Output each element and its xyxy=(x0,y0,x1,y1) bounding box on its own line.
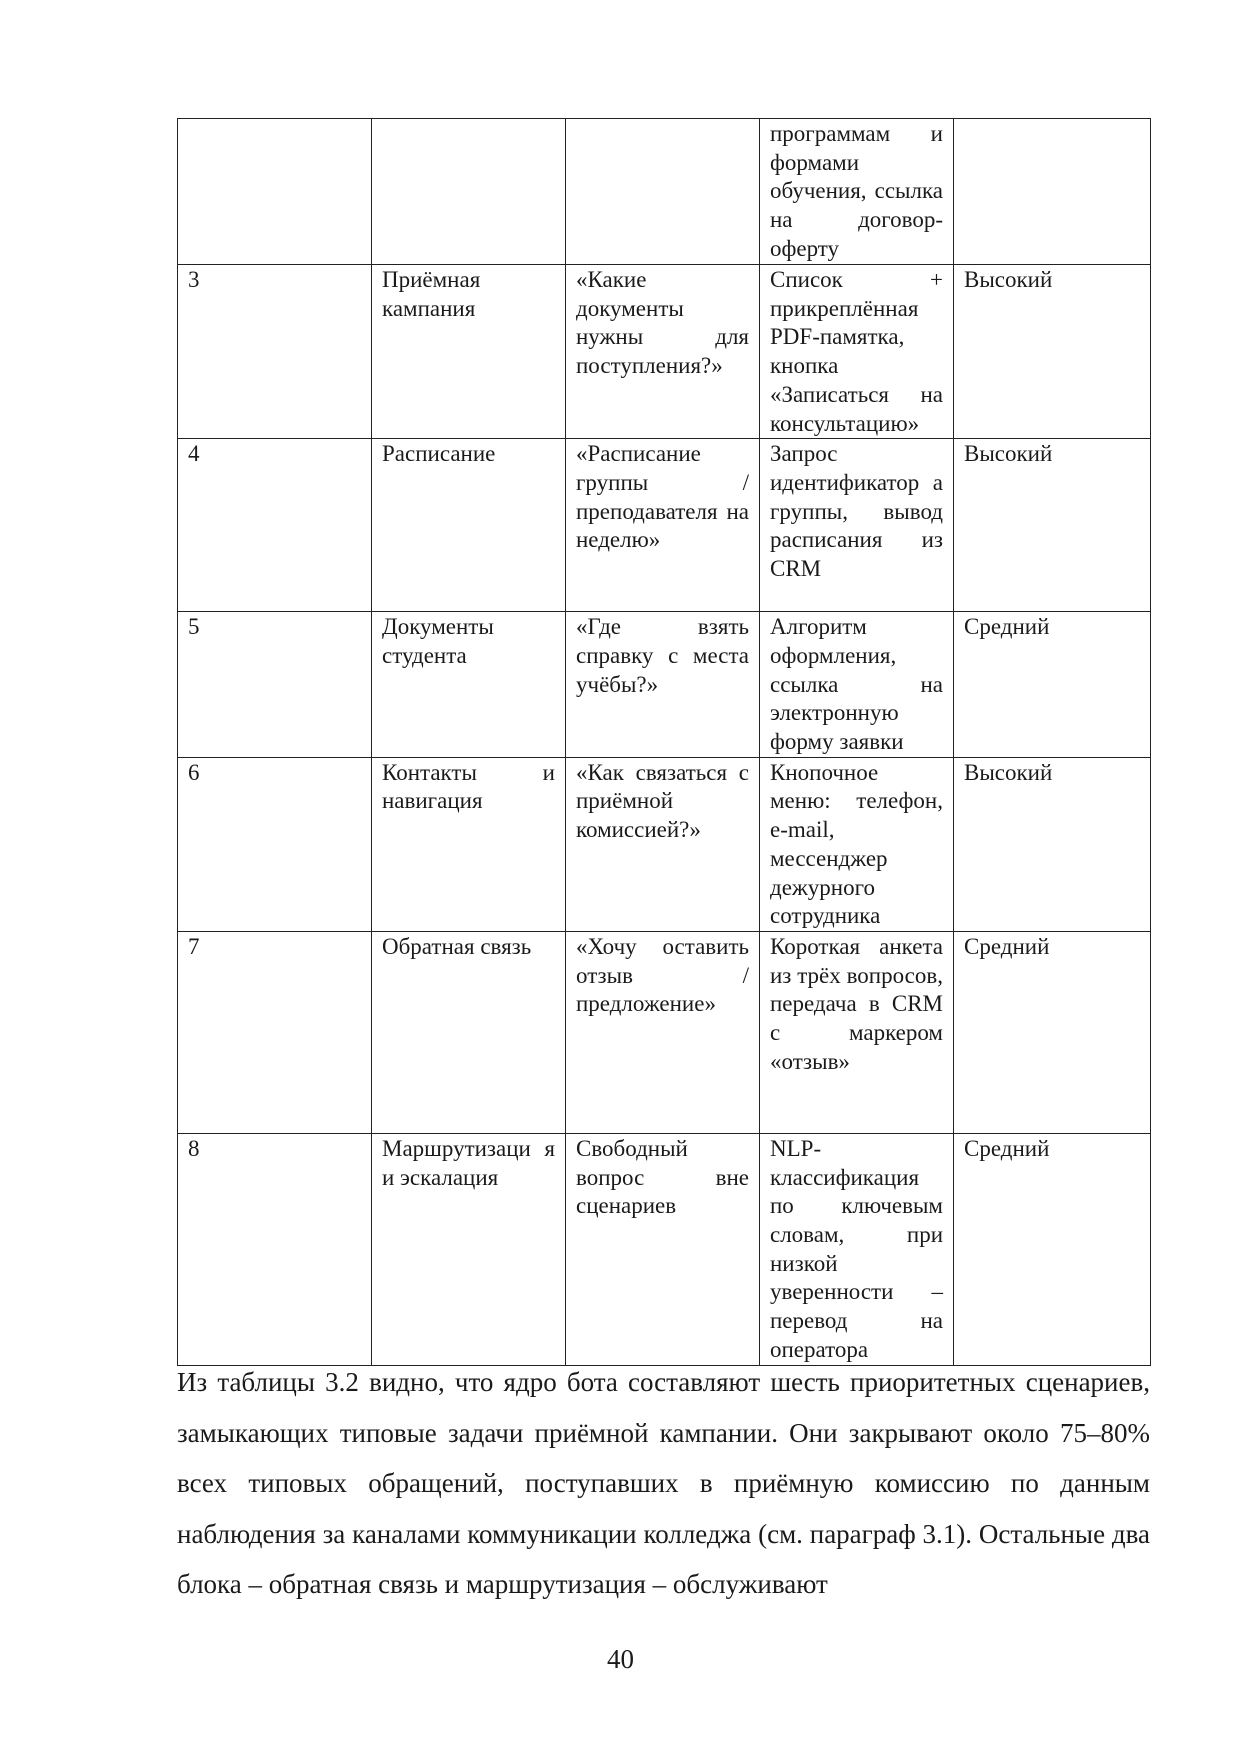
priority-cell: Средний xyxy=(954,612,1151,758)
table-row xyxy=(178,757,1151,931)
row-number-cell: 3 xyxy=(178,265,372,439)
table-row xyxy=(178,119,1151,265)
answer-cell: Алгоритм оформления, ссылка на электронную форму заявки xyxy=(760,612,954,758)
scenario-table xyxy=(177,118,1151,1366)
priority-cell: Высокий xyxy=(954,439,1151,612)
answer-cell: NLP-классификация по ключевым словам, при низкой уверенности – перевод на оператора xyxy=(760,1133,954,1365)
row-number-cell: 5 xyxy=(178,612,372,758)
priority-cell: Средний xyxy=(954,931,1151,1133)
row-number-cell: 8 xyxy=(178,1133,372,1365)
question-cell: «Расписание группы / преподавателя на неделю» xyxy=(566,439,760,612)
priority-cell: Средний xyxy=(954,1133,1151,1365)
section-cell: Маршрутизаци я и эскалация xyxy=(372,1133,566,1365)
question-cell: Свободный вопрос вне сценариев xyxy=(566,1133,760,1365)
priority-cell: Высокий xyxy=(954,265,1151,439)
section-cell xyxy=(372,119,566,265)
page-number: 40 xyxy=(607,1644,634,1674)
answer-cell: Кнопочное меню: телефон, e-mail, мессенджер дежурного сотрудника xyxy=(760,757,954,931)
priority-cell: Высокий xyxy=(954,757,1151,931)
section-cell: Обратная связь xyxy=(372,931,566,1133)
row-number-cell: 6 xyxy=(178,757,372,931)
row-number-cell: 4 xyxy=(178,439,372,612)
table-row xyxy=(178,439,1151,612)
answer-cell: Список + прикреплённая PDF-памятка, кнопка «Записаться на консультацию» xyxy=(760,265,954,439)
section-cell: Контакты и навигация xyxy=(372,757,566,931)
table-row xyxy=(178,612,1151,758)
row-number-cell xyxy=(178,119,372,265)
row-number-cell: 7 xyxy=(178,931,372,1133)
question-cell: «Как связаться с приёмной комиссией?» xyxy=(566,757,760,931)
priority-cell xyxy=(954,119,1151,265)
section-cell: Приёмная кампания xyxy=(372,265,566,439)
section-cell: Документы студента xyxy=(372,612,566,758)
question-cell: «Какие документы нужны для поступления?» xyxy=(566,265,760,439)
body-paragraph: Из таблицы 3.2 видно, что ядро бота составляют шесть приоритетных сценариев, замыкающих типовые задачи приёмной кампании. Они закрывают около 75–80% всех типовых обращений, поступавших в приёмную комиссию по данным наблюдения за каналами коммуникации колледжа (см. параграф 3.1). Остальные два блока – обратная связь и маршрутизация – обслуживают xyxy=(177,1367,1150,1599)
question-cell: «Где взять справку с места учёбы?» xyxy=(566,612,760,758)
answer-cell: Короткая анкета из трёх вопросов, передача в CRM с маркером «отзыв» xyxy=(760,931,954,1133)
section-cell: Расписание xyxy=(372,439,566,612)
question-cell: «Хочу оставить отзыв / предложение» xyxy=(566,931,760,1133)
table-row xyxy=(178,265,1151,439)
table-row xyxy=(178,1133,1151,1365)
answer-cell: Запрос идентификатор а группы, вывод расписания из CRM xyxy=(760,439,954,612)
table-row xyxy=(178,931,1151,1133)
answer-cell: программам и формами обучения, ссылка на договор-оферту xyxy=(760,119,954,265)
question-cell xyxy=(566,119,760,265)
